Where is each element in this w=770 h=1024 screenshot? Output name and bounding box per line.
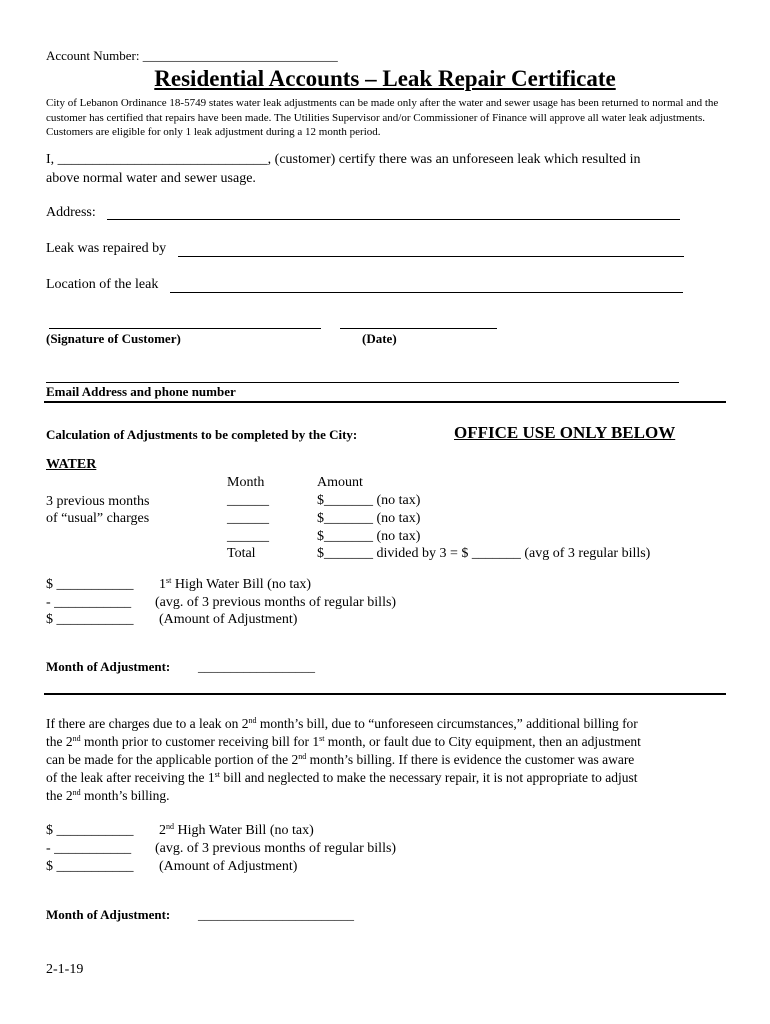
first-avg-label: (avg. of 3 previous months of regular bills): [155, 595, 397, 610]
month-blank-2[interactable]: ______: [227, 511, 269, 526]
col-month: Month: [227, 475, 265, 490]
office-use-heading: OFFICE USE ONLY BELOW: [454, 423, 676, 442]
second-adj-label: (Amount of Adjustment): [159, 859, 298, 874]
page-title: [0, 66, 770, 92]
repaired-by-label: Leak was repaired by: [46, 241, 167, 256]
repaired-by-line[interactable]: [178, 256, 684, 257]
section-divider-1: [44, 401, 726, 403]
prev-months-label-2: of “usual” charges: [46, 511, 150, 526]
second-bill-paragraph: [46, 715, 726, 805]
first-avg-amount[interactable]: - ___________: [46, 595, 132, 610]
first-adj-label: (Amount of Adjustment): [159, 612, 298, 627]
revision-date: 2-1-19: [46, 962, 84, 977]
para-line-1: If there are charges due to a leak on 2nd month’s bill, due to “unforeseen circumstances,” additional billing for: [46, 716, 638, 731]
prev-months-label-1: 3 previous months: [46, 494, 150, 509]
address-label: Address:: [46, 205, 96, 220]
para-line-4: of the leak after receiving the 1st bill and neglected to make the necessary repair, it is not appropriate to adjust: [46, 770, 638, 785]
month-blank-1[interactable]: ______: [227, 493, 269, 508]
second-month-adj-blank[interactable]: ________________________: [198, 907, 354, 922]
second-bill-label: 2nd High Water Bill (no tax): [159, 822, 314, 838]
date-line[interactable]: [340, 328, 497, 329]
certify-line-2: above normal water and sewer usage.: [46, 171, 256, 186]
second-avg-amount[interactable]: - ___________: [46, 841, 132, 856]
para-line-2: the 2nd month prior to customer receiving bill for 1st month, or fault due to City equipment, then an adjustment: [46, 734, 641, 749]
col-amount: Amount: [317, 475, 363, 490]
second-adj-amount[interactable]: $ ___________: [46, 859, 134, 874]
first-adj-amount[interactable]: $ ___________: [46, 612, 134, 627]
first-month-adj-blank[interactable]: __________________: [198, 659, 315, 674]
second-month-adj-label: Month of Adjustment:: [46, 907, 171, 922]
address-line[interactable]: [107, 219, 680, 220]
month-blank-3[interactable]: ______: [227, 529, 269, 544]
amount-row-3[interactable]: $_______ (no tax): [317, 529, 421, 544]
date-label: (Date): [362, 331, 397, 346]
amount-total-row[interactable]: $_______ divided by 3 = $ _______ (avg of 3 regular bills): [317, 546, 651, 561]
email-phone-label: Email Address and phone number: [46, 384, 236, 399]
page-title-text: Residential Accounts – Leak Repair Certificate: [154, 66, 616, 91]
calc-label: Calculation of Adjustments to be completed by the City:: [46, 427, 358, 442]
location-label: Location of the leak: [46, 277, 159, 292]
signature-label: (Signature of Customer): [46, 331, 181, 346]
email-line[interactable]: [46, 382, 679, 383]
second-bill-amount[interactable]: $ ___________: [46, 823, 134, 838]
account-number-label: Account Number: ______________________________: [46, 48, 338, 63]
section-divider-2: [44, 693, 726, 695]
ordinance-text: City of Lebanon Ordinance 18-5749 states water leak adjustments can be made only after the water and sewer usage has been returned to normal and the customer has certified that repairs have been made. The Utilities Supervisor and/or Commissioner of Finance will approve all water leak adjustments. Customers are eligible for only 1 leak adjustment during a 12 month period.: [46, 97, 719, 138]
first-bill-amount[interactable]: $ ___________: [46, 577, 134, 592]
total-label: Total: [227, 546, 256, 561]
water-heading: WATER: [46, 457, 97, 472]
amount-row-1[interactable]: $_______ (no tax): [317, 493, 421, 508]
certify-line-1: I, ______________________________, (customer) certify there was an unforeseen leak which resulted in: [46, 152, 641, 167]
signature-line[interactable]: [49, 328, 321, 329]
amount-row-2[interactable]: $_______ (no tax): [317, 511, 421, 526]
para-line-3: can be made for the applicable portion of the 2nd month’s billing. If there is evidence the customer was aware: [46, 752, 635, 767]
first-bill-label: 1st High Water Bill (no tax): [159, 576, 312, 592]
location-line[interactable]: [170, 292, 683, 293]
para-line-5: the 2nd month’s billing.: [46, 788, 170, 803]
first-month-adj-label: Month of Adjustment:: [46, 659, 171, 674]
second-avg-label: (avg. of 3 previous months of regular bills): [155, 841, 397, 856]
